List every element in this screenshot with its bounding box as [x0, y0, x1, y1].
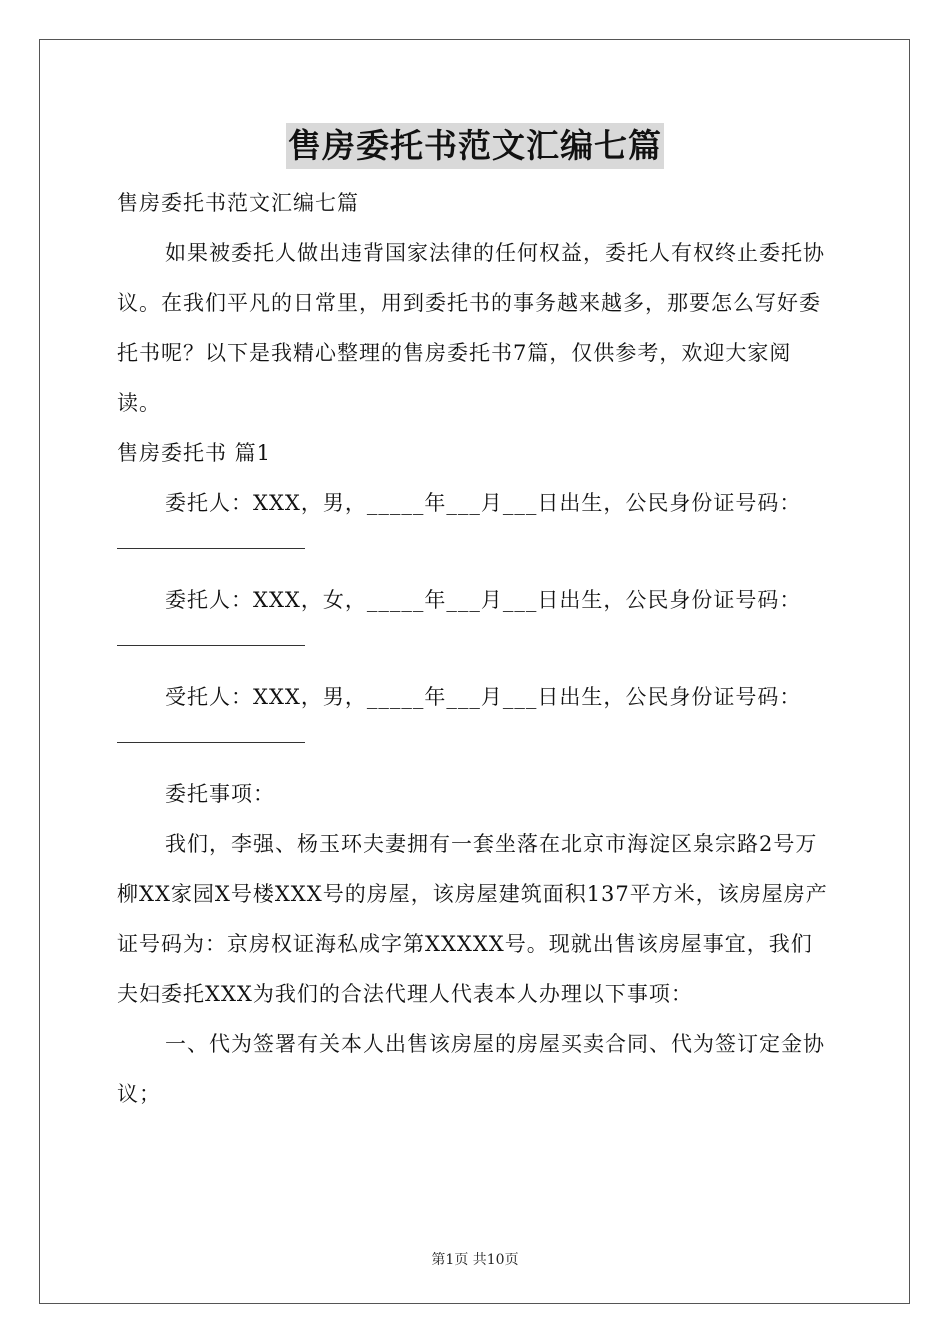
page-footer: 第1页 共10页 — [431, 1252, 519, 1268]
matters-heading: 委托事项： — [165, 782, 275, 806]
document-title: 售房委托书范文汇编七篇 — [286, 123, 664, 169]
party-line-1: 委托人：XXX，男，_____年___月___日出生，公民身份证号码： — [165, 491, 802, 515]
id-number-blank-2 — [117, 625, 305, 646]
party-line-3: 受托人：XXX，男，_____年___月___日出生，公民身份证号码： — [165, 685, 802, 709]
subtitle: 售房委托书范文汇编七篇 — [117, 191, 359, 215]
section-heading: 售房委托书 篇1 — [117, 441, 272, 465]
item-1: 一、代为签署有关本人出售该房屋的房屋买卖合同、代为签订定金协议； — [117, 1032, 825, 1106]
id-number-blank-1 — [117, 528, 305, 549]
party-line-2: 委托人：XXX，女，_____年___月___日出生，公民身份证号码： — [165, 588, 802, 612]
document-body — [117, 178, 833, 1119]
title-container — [0, 123, 950, 169]
id-number-blank-3 — [117, 722, 305, 743]
matters-paragraph: 我们，李强、杨玉环夫妻拥有一套坐落在北京市海淀区泉宗路2号万柳XX家园X号楼XXX号的房屋，该房屋建筑面积137平方米，该房屋房产证号码为：京房权证海私成字第XXXXX号。现就出售该房屋事宜，我们夫妇委托XXX为我们的合法代理人代表本人办理以下事项： — [117, 832, 828, 1006]
intro-paragraph: 如果被委托人做出违背国家法律的任何权益，委托人有权终止委托协议。在我们平凡的日常里，用到委托书的事务越来越多，那要怎么写好委托书呢？以下是我精心整理的售房委托书7篇，仅供参考，欢迎大家阅读。 — [117, 241, 825, 415]
